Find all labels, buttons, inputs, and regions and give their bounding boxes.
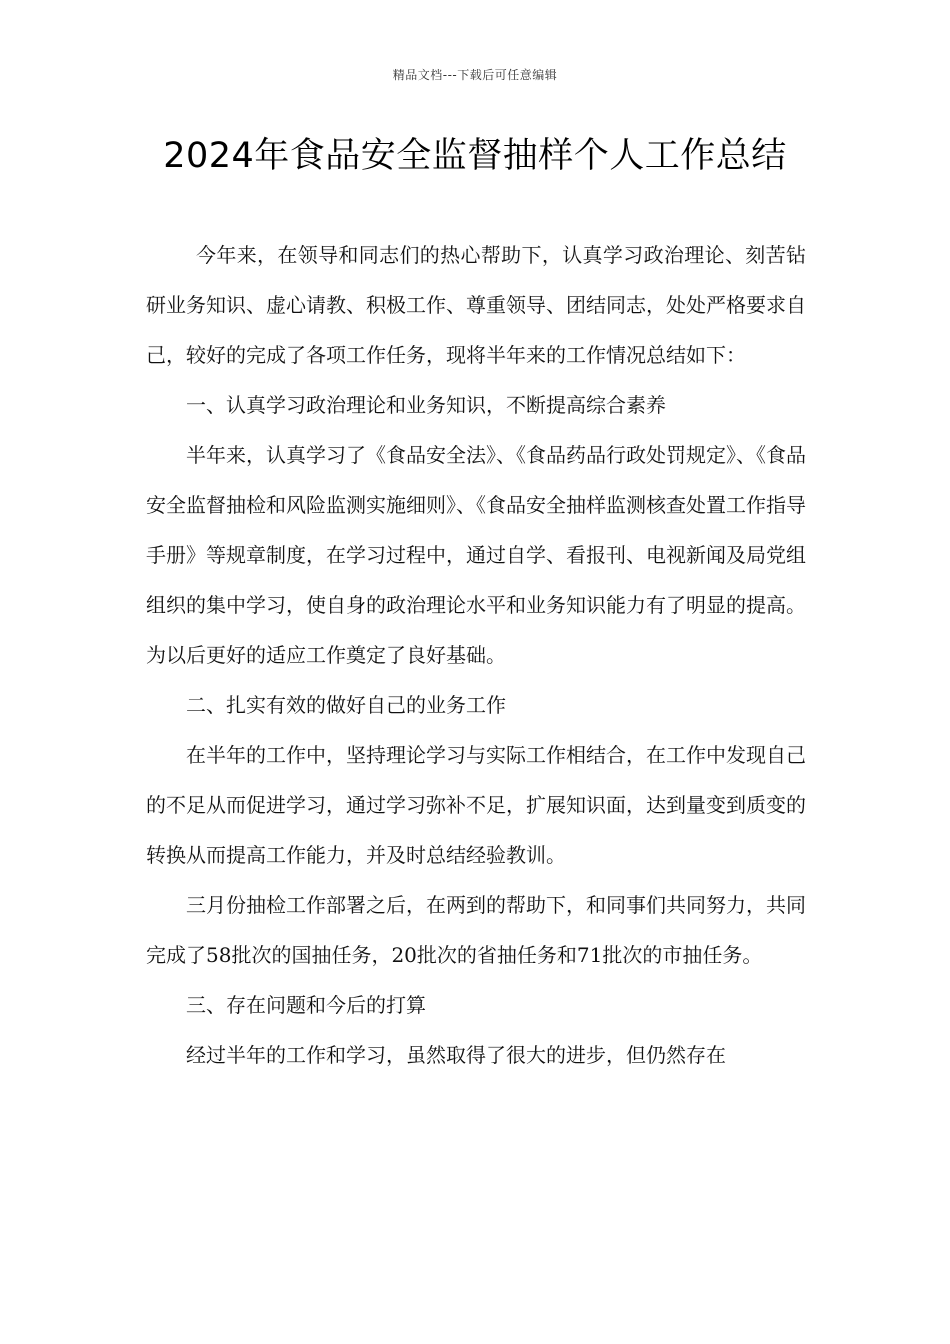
section-heading-3: 三、存在问题和今后的打算 <box>186 993 426 1017</box>
document-body <box>146 230 806 1080</box>
section-2-paragraph-1: 在半年的工作中，坚持理论学习与实际工作相结合，在工作中发现自己的不足从而促进学习，通过学习弥补不足，扩展知识面，达到量变到质变的转换从而提高工作能力，并及时总结经验教训。 <box>146 743 806 867</box>
section-2-paragraph-2: 三月份抽检工作部署之后，在两到的帮助下，和同事们共同努力，共同完成了58批次的国抽任务，20批次的省抽任务和71批次的市抽任务。 <box>146 893 806 967</box>
section-1-paragraph: 半年来，认真学习了《食品安全法》、《食品药品行政处罚规定》、《食品安全监督抽检和风险监测实施细则》、《食品安全抽样监测核查处置工作指导手册》等规章制度，在学习过程中，通过自学、看报刊、电视新闻及局党组组织的集中学习，使自身的政治理论水平和业务知识能力有了明显的提高。为以后更好的适应工作奠定了良好基础。 <box>146 443 806 667</box>
header-note: 精品文档---下载后可任意编辑 <box>392 68 558 82</box>
section-heading-1: 一、认真学习政治理论和业务知识，不断提高综合素养 <box>186 393 666 417</box>
section-heading-2: 二、扎实有效的做好自己的业务工作 <box>186 693 506 717</box>
document-title: 2024年食品安全监督抽样个人工作总结 <box>163 136 787 176</box>
section-3-paragraph: 经过半年的工作和学习，虽然取得了很大的进步，但仍然存在 <box>186 1043 726 1067</box>
intro-paragraph: 今年来，在领导和同志们的热心帮助下，认真学习政治理论、刻苦钻研业务知识、虚心请教、积极工作、尊重领导、团结同志，处处严格要求自己，较好的完成了各项工作任务，现将半年来的工作情况总结如下： <box>146 243 806 367</box>
